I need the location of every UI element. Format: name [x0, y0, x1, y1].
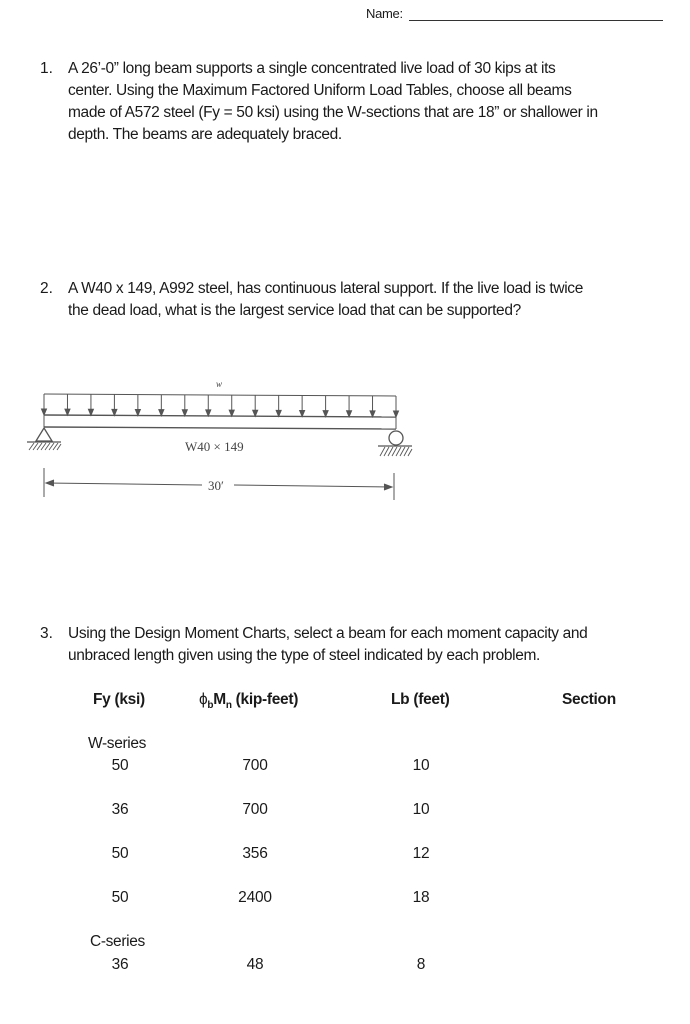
cell-fy: 36 — [111, 956, 129, 973]
name-field[interactable] — [409, 20, 663, 21]
group-label-c-series: C-series — [90, 933, 145, 950]
span-label: 30′ — [208, 478, 224, 493]
question-2-line-2: the dead load, what is the largest service load that can be supported? — [68, 302, 521, 319]
cell-lb: 10 — [412, 801, 430, 818]
header-section: Section — [562, 691, 616, 708]
cell-fy: 50 — [111, 757, 129, 774]
cell-fy: 36 — [111, 801, 129, 818]
header-lb: Lb (feet) — [391, 691, 450, 708]
load-label: w — [216, 379, 223, 389]
beam-bottom — [44, 427, 396, 429]
cell-moment: 2400 — [238, 889, 272, 906]
cell-moment: 700 — [242, 757, 268, 774]
ground-hatch-right — [380, 447, 412, 456]
question-3-number: 3. — [40, 625, 53, 642]
load-line — [44, 394, 396, 396]
question-2-number: 2. — [40, 280, 53, 297]
beam-diagram — [20, 370, 420, 520]
cell-moment: 48 — [246, 956, 264, 973]
load-arrows — [42, 394, 399, 417]
question-1-number: 1. — [40, 60, 53, 77]
header-fy: Fy (ksi) — [93, 691, 145, 708]
cell-fy: 50 — [111, 889, 129, 906]
phi-symbol: ϕ — [199, 691, 208, 708]
ground-hatch-left — [29, 443, 61, 450]
question-1-line-4: depth. The beams are adequately braced. — [68, 126, 342, 143]
question-1-line-2: center. Using the Maximum Factored Uniform Load Tables, choose all beams — [68, 82, 572, 99]
cell-lb: 12 — [412, 845, 430, 862]
group-label-w-series: W-series — [88, 735, 147, 752]
cell-moment: 356 — [242, 845, 268, 862]
pin-support-icon — [36, 428, 52, 441]
question-1-line-1: A 26’-0” long beam supports a single concentrated live load of 30 kips at its — [68, 60, 556, 77]
cell-moment: 700 — [242, 801, 268, 818]
roller-support-icon — [389, 431, 403, 445]
beam-top — [44, 415, 396, 417]
header-moment: $\phi_bM_n$ (kip-feet) — [199, 691, 299, 712]
question-2-line-1: A W40 x 149, A992 steel, has continuous lateral support. If the live load is twice — [68, 280, 583, 297]
beam-label: W40 × 149 — [185, 439, 244, 454]
cell-lb: 18 — [412, 889, 430, 906]
question-3-line-2: unbraced length given using the type of steel indicated by each problem. — [68, 647, 540, 664]
name-label: Name: — [366, 6, 403, 21]
cell-lb: 8 — [416, 956, 426, 973]
cell-fy: 50 — [111, 845, 129, 862]
question-3-line-1: Using the Design Moment Charts, select a beam for each moment capacity and — [68, 625, 588, 642]
question-1-line-3: made of A572 steel (Fy = 50 ksi) using the W-sections that are 18” or shallower in — [68, 104, 598, 121]
cell-lb: 10 — [412, 757, 430, 774]
